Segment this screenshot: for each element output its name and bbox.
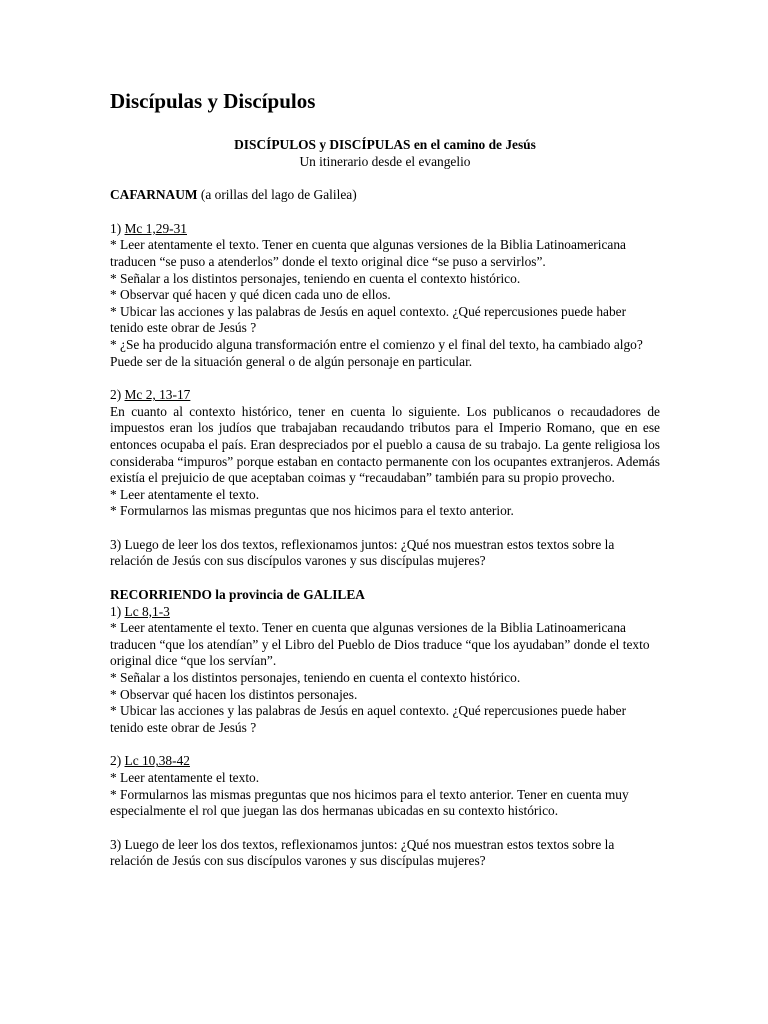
instruction-line: * Leer atentamente el texto. Tener en cuenta que algunas versiones de la Biblia Latinoamericana traducen “se puso a atenderlos” donde el texto original dice “se puso a servirlos”. <box>110 237 626 269</box>
context-paragraph: En cuanto al contexto histórico, tener en cuenta lo siguiente. Los publicanos o recaudadores de impuestos eran los judíos que trabajaban recaudando tributos para el Imperio Romano, que en ese entonces ocupaba el país. Eran despreciados por el pueblo a causa de su trabajo. La gente religiosa los consideraba “impuros” porque estaban en contacto permanente con los ocupantes extranjeros. Además existía el prejuicio de que aceptaban coimas y “recaudaban” también para su propio provecho. <box>110 403 660 486</box>
item-number: 1) <box>110 220 125 236</box>
item-number: 2) <box>110 753 125 769</box>
instruction-line: * Observar qué hacen los distintos personajes. <box>110 686 358 702</box>
instruction-line: * Leer atentamente el texto. <box>110 486 260 502</box>
section-galilea-heading: RECORRIENDO la provincia de GALILEA <box>110 587 365 603</box>
instruction-line: * Señalar a los distintos personajes, teniendo en cuenta el contexto histórico. <box>110 670 521 686</box>
item-heading <box>110 221 660 238</box>
heading-line-1: DISCÍPULOS y DISCÍPULAS en el camino de Jesús <box>234 137 536 152</box>
bible-reference: Mc 1,29-31 <box>124 220 187 236</box>
section-cafarnaum-heading <box>110 187 660 204</box>
heading-line-2: Un itinerario desde el evangelio <box>299 153 471 169</box>
section-note: (a orillas del lago de Galilea) <box>197 187 357 203</box>
item-number: 1) <box>110 603 125 619</box>
bible-reference: Lc 8,1-3 <box>124 603 170 619</box>
instruction-line: * Leer atentamente el texto. Tener en cuenta que algunas versiones de la Biblia Latinoamericana traducen “que los atendían” y el Libro del Pueblo de Dios traduce “que los ayudaban” donde el texto original dice “que los servían”. <box>110 620 650 669</box>
instruction-line: * ¿Se ha producido alguna transformación entre el comienzo y el final del texto, ha cambiado algo? Puede ser de la situación general o de algún personaje en particular. <box>110 336 643 369</box>
bible-reference: Mc 2, 13-17 <box>124 387 191 403</box>
reflection-question: 3) Luego de leer los dos textos, reflexionamos juntos: ¿Qué nos muestran estos textos sobre la relación de Jesús con sus discípulos varones y sus discípulas mujeres? <box>110 536 615 569</box>
item-number: 2) <box>110 387 125 403</box>
item-heading <box>110 387 660 404</box>
item-heading <box>110 604 660 621</box>
instruction-line: * Ubicar las acciones y las palabras de Jesús en aquel contexto. ¿Qué repercusiones puede haber tenido este obrar de Jesús ? <box>110 303 627 336</box>
page-title: Discípulas y Discípulos <box>110 89 316 113</box>
instruction-line: * Leer atentamente el texto. <box>110 770 260 785</box>
section-name: CAFARNAUM <box>110 187 198 203</box>
item-heading <box>110 753 660 770</box>
bible-reference: Lc 10,38-42 <box>124 753 190 769</box>
instruction-line: * Formularnos las mismas preguntas que nos hicimos para el texto anterior. <box>110 503 514 519</box>
instruction-line: * Ubicar las acciones y las palabras de Jesús en aquel contexto. ¿Qué repercusiones puede haber tenido este obrar de Jesús ? <box>110 703 627 735</box>
instruction-line: * Señalar a los distintos personajes, teniendo en cuenta el contexto histórico. <box>110 270 521 286</box>
reflection-question: 3) Luego de leer los dos textos, reflexionamos juntos: ¿Qué nos muestran estos textos sobre la relación de Jesús con sus discípulos varones y sus discípulas mujeres? <box>110 836 615 869</box>
instruction-line: * Observar qué hacen y qué dicen cada uno de ellos. <box>110 287 391 303</box>
document-body <box>110 88 660 870</box>
instruction-line: * Formularnos las mismas preguntas que nos hicimos para el texto anterior. Tener en cuenta muy especialmente el rol que juegan las dos hermanas ubicadas en su contexto histórico. <box>110 786 629 819</box>
